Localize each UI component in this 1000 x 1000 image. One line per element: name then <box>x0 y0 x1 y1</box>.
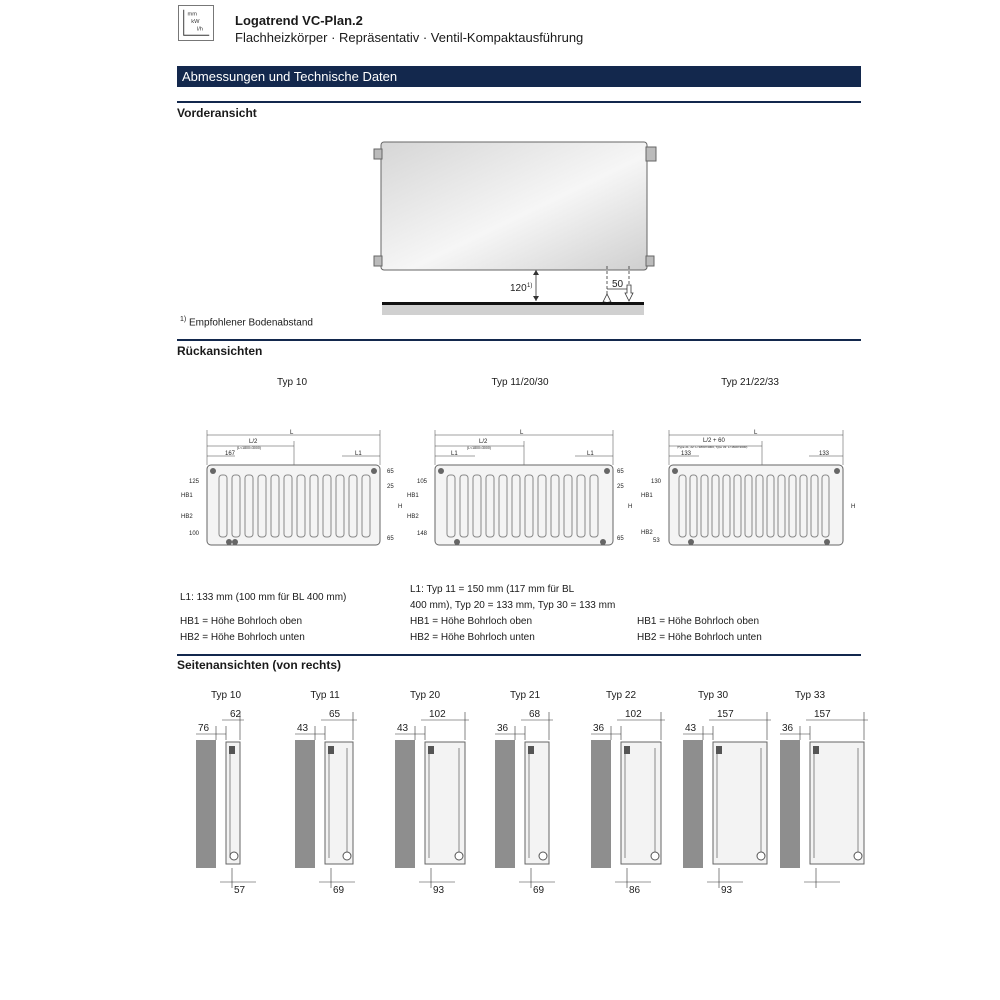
wall-distance: 43 <box>397 723 409 734</box>
dim-L: L <box>754 430 758 436</box>
dim-right: 133 <box>819 451 830 457</box>
depth-dim: 65 <box>329 709 341 720</box>
footnote-marker: 1) <box>180 316 187 323</box>
valve-head <box>624 746 630 754</box>
valve-head <box>646 147 656 161</box>
legend-typ21-22-33 <box>637 614 762 646</box>
legend-line: HB2 = Höhe Bohrloch unten <box>637 632 762 643</box>
valve-head <box>229 746 235 754</box>
depth-dim: 157 <box>717 709 734 720</box>
dim-L: L <box>290 430 294 436</box>
side-views-heading: Seitenansichten (von rechts) <box>177 658 342 672</box>
valve-head <box>428 746 434 754</box>
connection <box>854 852 862 860</box>
divider <box>177 654 861 656</box>
wall-distance: 43 <box>297 723 309 734</box>
wall <box>683 740 703 868</box>
hb2-label: HB2 <box>641 530 653 536</box>
radiator-back <box>435 465 613 545</box>
bottom-dim: 86 <box>629 885 641 896</box>
depth-dim: 157 <box>814 709 831 720</box>
legend-line: HB2 = Höhe Bohrloch unten <box>180 632 305 643</box>
side-view-drawing <box>679 706 769 896</box>
connection <box>757 852 765 860</box>
footnote-text: Empfohlener Bodenabstand <box>189 317 313 329</box>
dim-height: H <box>398 504 403 510</box>
dim-half: L/2 + 60 <box>703 438 725 444</box>
legend-line: 400 mm), Typ 20 = 133 mm, Typ 30 = 133 mm <box>410 600 616 611</box>
wall-distance: 36 <box>782 723 794 734</box>
bottom-dim: 93 <box>433 885 445 896</box>
hb2-label: HB2 <box>407 514 419 520</box>
icon-label-lh: l/h <box>196 26 203 33</box>
radiator-body <box>810 742 864 864</box>
right-bottom-plug <box>646 256 654 266</box>
dim-bottom-left: 53 <box>653 538 660 544</box>
divider <box>177 101 861 103</box>
radiator-back <box>207 465 380 545</box>
wall-distance: 36 <box>593 723 605 734</box>
wall <box>395 740 415 868</box>
side-view-label: Typ 20 <box>409 690 441 701</box>
product-title: Logatrend VC-Plan.2 <box>235 13 363 28</box>
dim-bottom-left: 100 <box>189 531 200 537</box>
wall <box>591 740 611 868</box>
legend-line: L1: Typ 11 = 150 mm (117 mm für BL <box>410 584 575 595</box>
legend-typ11-20-30 <box>410 582 615 646</box>
dim-top-right: 65 <box>617 469 624 475</box>
side-view-label: Typ 22 <box>605 690 637 701</box>
wall-distance: 76 <box>198 723 210 734</box>
connection <box>230 852 238 860</box>
valve-head <box>716 746 722 754</box>
depth-dim: 62 <box>230 709 242 720</box>
valve-head <box>813 746 819 754</box>
side-view-label: Typ 11 <box>310 690 340 701</box>
dim-top-left: 105 <box>417 479 428 485</box>
back-view-label-typ21-22-33: Typ 21/22/33 <box>721 377 779 388</box>
radiator-body <box>713 742 767 864</box>
connection <box>651 852 659 860</box>
wall <box>196 740 216 868</box>
connection <box>343 852 351 860</box>
section-banner: Abmessungen und Technische Daten <box>177 66 861 87</box>
depth-dim: 102 <box>625 709 642 720</box>
valve-offset-dim: 50 <box>612 279 624 290</box>
side-view-drawing <box>776 706 866 886</box>
legend-line: HB1 = Höhe Bohrloch oben <box>637 616 760 627</box>
floor-distance-dim: 120 <box>510 283 527 294</box>
dim-bottom-right: 65 <box>387 536 394 542</box>
side-view-label: Typ 33 <box>794 690 826 701</box>
bottom-dim: 69 <box>533 885 545 896</box>
side-view-drawing <box>291 706 381 896</box>
legend-line: L1: 133 mm (100 mm für BL 400 mm) <box>180 592 347 603</box>
dim-left: 167 <box>225 451 236 457</box>
divider <box>177 339 861 341</box>
wall <box>295 740 315 868</box>
left-top-plug <box>374 149 382 159</box>
depth-dim: 68 <box>529 709 541 720</box>
dim-half-note: (L<1800=3000) <box>467 446 491 450</box>
side-view-drawing <box>587 706 677 896</box>
back-view-label-typ11-20-30: Typ 11/20/30 <box>491 377 549 388</box>
floor-distance-sup: 1) <box>527 283 533 289</box>
side-view-drawing <box>391 706 481 896</box>
dim-L: L <box>520 430 524 436</box>
back-views-heading: Rückansichten <box>177 344 263 358</box>
depth-dim: 102 <box>429 709 446 720</box>
connection <box>539 852 547 860</box>
side-view-label: Typ 10 <box>210 690 242 701</box>
legend-line: HB1 = Höhe Bohrloch oben <box>410 616 533 627</box>
radiator-body <box>226 742 240 864</box>
dim-half-note: (Type 21, 22: L<1800=3000, Type 33: L<1600=3000) <box>677 445 748 449</box>
wall <box>495 740 515 868</box>
floor-block <box>382 305 644 315</box>
hb1-label: HB1 <box>407 493 419 499</box>
dim-top-left: 125 <box>189 479 200 485</box>
hb2-label: HB2 <box>181 514 193 520</box>
side-view-drawing <box>491 706 581 896</box>
bottom-dim: 57 <box>234 885 246 896</box>
bottom-dim: 69 <box>333 885 345 896</box>
connection <box>455 852 463 860</box>
wall <box>780 740 800 868</box>
dim-height: H <box>851 504 856 510</box>
valve-head <box>528 746 534 754</box>
icon-label-mm: mm <box>187 11 197 18</box>
back-view-typ10 <box>177 425 402 555</box>
dim-mid-right: 25 <box>617 484 624 490</box>
units-icon <box>178 5 214 41</box>
dim-half: L/2 <box>479 439 488 445</box>
side-views-row <box>0 688 1000 896</box>
dim-height: H <box>628 504 633 510</box>
radiator-panel <box>381 142 647 270</box>
dim-left: L1 <box>451 451 458 457</box>
back-view-typ21-22-33 <box>637 425 862 555</box>
dim-right: L1 <box>587 451 594 457</box>
side-view-drawing <box>192 706 282 896</box>
side-view-label: Typ 21 <box>509 690 541 701</box>
floor-line <box>382 302 644 305</box>
bottom-dim: 93 <box>721 885 733 896</box>
dim-half-note: (L<1800=3000) <box>237 446 261 450</box>
legend-line: HB1 = Höhe Bohrloch oben <box>180 616 303 627</box>
side-view-label: Typ 30 <box>697 690 729 701</box>
dim-half: L/2 <box>249 439 258 445</box>
dim-left: 133 <box>681 451 692 457</box>
left-bottom-plug <box>374 256 382 266</box>
dim-top-right: 65 <box>387 469 394 475</box>
legend-line: HB2 = Höhe Bohrloch unten <box>410 632 535 643</box>
wall-distance: 36 <box>497 723 509 734</box>
hb1-label: HB1 <box>641 493 653 499</box>
back-view-typ11-20-30 <box>405 425 635 555</box>
dim-right: L1 <box>355 451 362 457</box>
dim-bottom-left: 148 <box>417 531 428 537</box>
valve-head <box>328 746 334 754</box>
hb1-label: HB1 <box>181 493 193 499</box>
dim-top-left: 130 <box>651 479 662 485</box>
wall-distance: 43 <box>685 723 697 734</box>
front-view-drawing <box>370 136 670 318</box>
dim-bottom-right: 65 <box>617 536 624 542</box>
icon-label-kw: kW <box>191 19 200 26</box>
front-view-heading: Vorderansicht <box>177 106 257 120</box>
dim-mid-right: 25 <box>387 484 394 490</box>
legend-typ10 <box>180 590 346 646</box>
back-view-label-typ10: Typ 10 <box>276 377 308 388</box>
product-subtitle: Flachheizkörper · Repräsentativ · Ventil-Kompaktausführung <box>235 30 584 45</box>
